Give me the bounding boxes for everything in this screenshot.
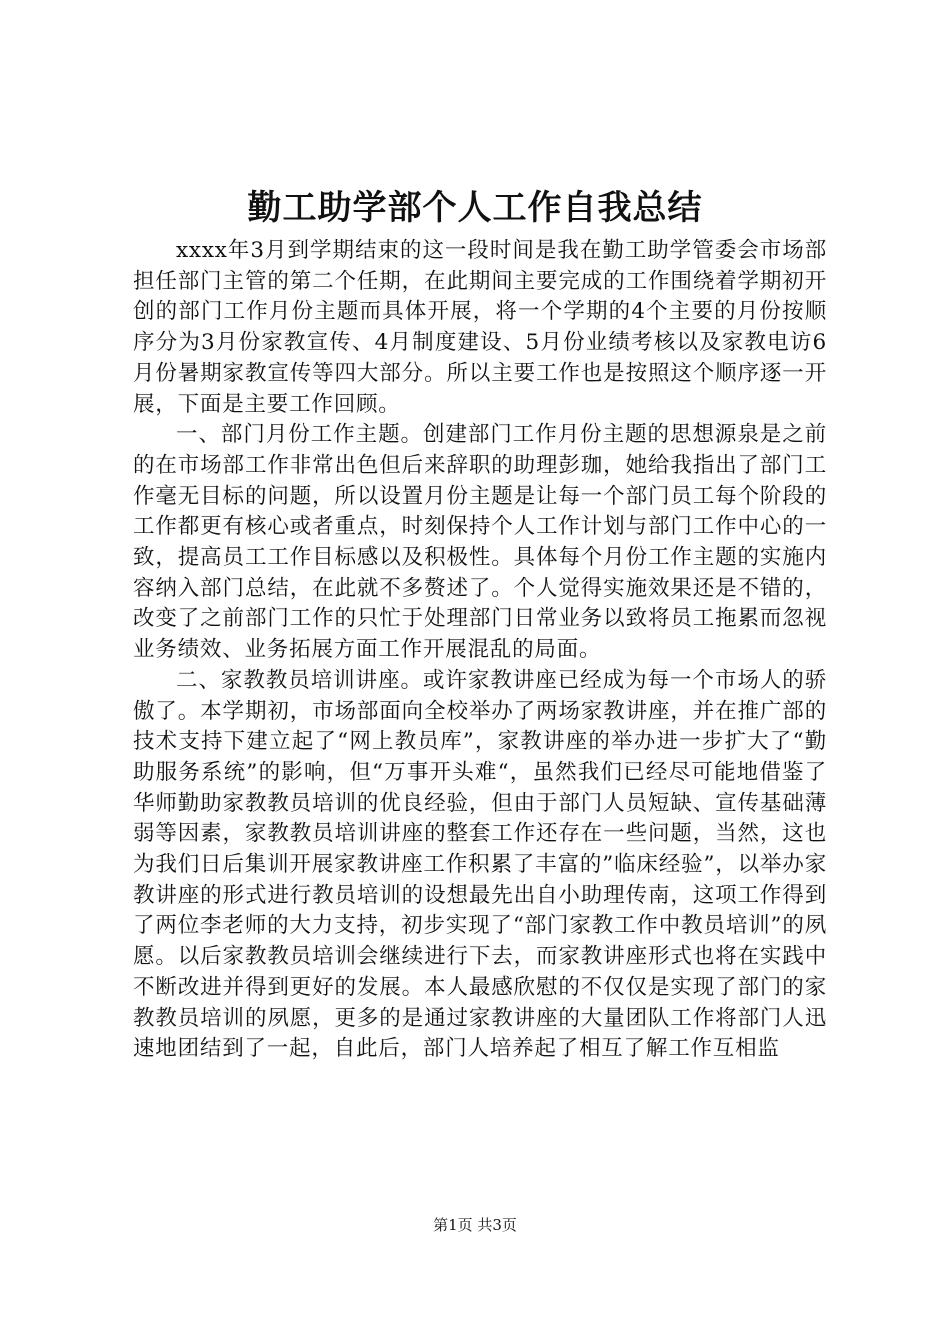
paragraph-section-1: 一、部门月份工作主题。创建部门工作月份主题的思想源泉是之前的在市场部工作非常出色但后来辞职的助理彭珈，她给我指出了部门工作毫无目标的问题，所以设置月份主题是让每一个部门员工每个阶段的工作都更有核心或者重点，时刻保持个人工作计划与部门工作中心的一致，提高员工工作目标感以及积极性。具体每个月份工作主题的实施内容纳入部门总结，在此就不多赘述了。个人觉得实施效果还是不错的，改变了之前部门工作的只忙于处理部门日常业务以致将员工拖累而忽视业务绩效、业务拓展方面工作开展混乱的局面。 — [133, 422, 827, 663]
document-title: 勤工助学部个人工作自我总结 — [247, 188, 703, 228]
page-number-footer: 第1页 共3页 — [433, 1216, 517, 1234]
paragraph-intro: xxxx年3月到学期结束的这一段时间是我在勤工助学管委会市场部担任部门主管的第二个任期，在此期间主要完成的工作围绕着学期初开创的部门工作月份主题而具体开展，将一个学期的4个主要的月份按顺序分为3月份家教宣传、4月制度建设、5月份业绩考核以及家教电访6月份暑期家教宣传等四大部分。所以主要工作也是按照这个顺序逐一开展，下面是主要工作回顾。 — [133, 238, 827, 417]
paragraph-section-2: 二、家教教员培训讲座。或许家教讲座已经成为每一个市场人的骄傲了。本学期初，市场部面向全校举办了两场家教讲座，并在推广部的技术支持下建立起了“网上教员库”，家教讲座的举办进一步扩大了“勤助服务系统”的影响，但“万事开头难“，虽然我们已经尽可能地借鉴了华师勤助家教教员培训的优良经验，但由于部门人员短缺、宣传基础薄弱等因素，家教教员培训讲座的整套工作还存在一些问题，当然，这也为我们日后集训开展家教讲座工作积累了丰富的”临床经验”，以举办家教讲座的形式进行教员培训的设想最先出自小助理传南，这项工作得到了两位李老师的大力支持，初步实现了“部门家教工作中教员培训”的夙愿。以后家教教员培训会继续进行下去，而家教讲座形式也将在实践中不断改进并得到更好的发展。本人最感欣慰的不仅仅是实现了部门的家教教员培训的夙愿，更多的是通过家教讲座的大量团队工作将部门人迅速地团结到了一起，自此后，部门人培养起了相互了解工作互相监 — [133, 667, 827, 1062]
document-body — [133, 236, 827, 1065]
